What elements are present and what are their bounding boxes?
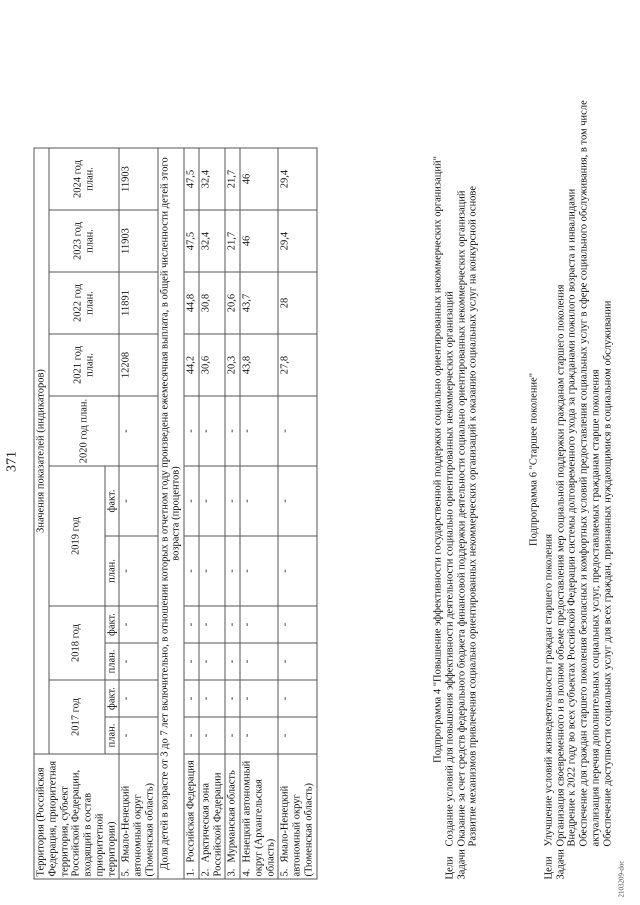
value-cell: 30,6 [198,334,225,396]
row-index: 1. [185,868,196,876]
value-cell: 27,8 [278,334,316,396]
subprogram-6-section [528,39,613,879]
value-cell: - [184,643,199,680]
subprogram-6-title: Подпрограмма 6 "Старшее поколение" [528,372,539,546]
subprogram-4-tasks [456,39,480,879]
value-cell: 43,7 [240,272,278,334]
value-cell: 47,5 [184,148,199,210]
territory-name: Ненецкий автономный округ (Архангельская область) [241,760,276,876]
tasks-label: Задачи [554,848,566,879]
value-cell: - [198,396,225,466]
value-cell: - [119,643,157,680]
value-cell: - [198,643,225,680]
value-cell: - [119,680,157,717]
row-index: 5. [279,868,291,876]
file-name-footer: 2103209-doc [617,860,625,897]
value-cell: - [240,466,278,536]
value-cell: 44,8 [184,272,199,334]
value-cell: - [240,643,278,680]
row-index: 3. [226,868,238,876]
fact-header: факт. [104,680,119,717]
year-2023-header: 2023 год план. [48,210,119,272]
value-cell: 11891 [119,272,157,334]
year-2024-header: 2024 год план. [48,148,119,210]
table-row [119,148,157,879]
value-cell: - [184,680,199,717]
territory-name: Российская Федерация [185,759,196,862]
goals-label: Цели [542,855,554,879]
value-cell: - [225,680,240,717]
value-cell: - [240,396,278,466]
subprogram-4-goals [444,39,456,879]
task-item: Организация своевременного и в полном объеме предоставления мер социальной поддержки гражданам старшего поколения [554,284,566,846]
table-row [198,148,225,879]
value-cell: - [119,396,157,466]
value-cell: - [225,717,240,754]
value-cell: 47,5 [184,210,199,272]
value-cell: - [240,717,278,754]
value-cell: 46 [240,210,278,272]
value-cell: - [278,717,316,754]
values-group-header: Значения показателей (индикаторов) [34,148,49,754]
table-row [184,148,199,879]
value-cell: - [184,466,199,536]
value-cell: - [225,396,240,466]
value-cell: - [184,606,199,643]
territory-name: Ямало-Ненецкий автономный округ (Тюменская область) [120,782,155,876]
value-cell: 30,8 [198,272,225,334]
value-cell: - [184,717,199,754]
row-index: 4. [241,868,252,876]
value-cell: 11903 [119,148,157,210]
value-cell: - [198,680,225,717]
value-cell: - [198,536,225,606]
value-cell: 32,4 [198,210,225,272]
territory-cell [278,754,316,879]
fact-header: факт. [104,606,119,643]
section-title-row [157,148,184,879]
year-2020-header: 2020 год план. [48,396,119,466]
year-2018-header: 2018 год [48,606,104,680]
value-cell: 28 [278,272,316,334]
table-row [225,148,240,879]
year-2022-header: 2022 год план. [48,272,119,334]
tasks-label: Задачи [455,848,467,879]
territory-name: Ямало-Ненецкий автономный округ (Тюменская область) [279,782,314,876]
value-cell: 12208 [119,334,157,396]
value-cell: - [184,396,199,466]
value-cell: 20,3 [225,334,240,396]
task-item: Обеспечение доступности социальных услуг для всех граждан, признанных нуждающимися в социальном обслуживании [601,300,613,846]
page-number: 371 [4,450,19,472]
value-cell: - [225,606,240,643]
territory-name: Арктическая зона Российской Федерации [199,772,223,876]
value-cell: - [198,606,225,643]
subprogram-4-title: Подпрограмма 4 "Повышение эффективности государственной поддержки социально ориентированных некоммерческих организаций" [432,155,443,763]
value-cell: - [278,466,316,536]
value-cell: - [278,606,316,643]
value-cell: 32,4 [198,148,225,210]
value-cell: - [198,466,225,536]
value-cell: - [119,717,157,754]
territory-cell [119,754,157,879]
section-title: Доля детей в возрасте от 3 до 7 лет включительно, в отношении которых в отчетном году произведена ежемесячная выплата, в общей численности детей этого возраста (процентов) [157,148,184,879]
task-item: Обеспечение для граждан старшего поколения безопасных и комфортных условий предоставления социальных услуг в сфере социального обслуживания, в том числе актуализация перечня дополнительных социальных услуг, предоставляемых гражданам старше поколения [578,99,601,846]
plan-header: план. [104,717,119,754]
subprogram-4-section [432,39,479,879]
value-cell: - [278,536,316,606]
territory-name: Мурманская область [226,769,238,862]
fact-header: факт. [104,466,119,536]
year-2019-header: 2019 год [48,466,104,606]
value-cell: - [198,717,225,754]
territory-cell [240,754,278,879]
territory-header: Территория (Российская Федерация, приоритетная территория, субъект Российской Федерации, входящий в состав приоритетной территории) [34,754,119,879]
plan-header: план. [104,536,119,606]
value-cell: 43,8 [240,334,278,396]
goal-item: Улучшение условий жизнедеятельности граждан старшего поколения [542,533,554,846]
value-cell: - [225,536,240,606]
value-cell: - [278,680,316,717]
territory-cell [225,754,240,879]
year-2021-header: 2021 год план. [48,334,119,396]
value-cell: - [278,396,316,466]
value-cell: - [240,606,278,643]
value-cell: 11903 [119,210,157,272]
value-cell: 46 [240,148,278,210]
task-item: Развитие механизмов привлечения социально ориентированных некоммерческих организаций к оказанию социальных услуг на конкурсной основе [467,185,479,846]
subprogram-6-goals [543,39,555,879]
table-row [240,148,278,879]
value-cell: - [184,536,199,606]
value-cell: 21,7 [225,148,240,210]
value-cell: - [225,643,240,680]
task-item: Оказание за счет средств федерального бюджета финансовой поддержки деятельности социально ориентированных некоммерческих организаций [455,189,467,846]
value-cell: - [278,643,316,680]
goals-label: Цели [443,855,455,879]
row-index: 5. [120,868,132,876]
year-2017-header: 2017 год [48,680,104,754]
value-cell: 44,2 [184,334,199,396]
value-cell: 21,7 [225,210,240,272]
value-cell: 29,4 [278,210,316,272]
row-index: 2. [199,868,211,876]
subprogram-6-tasks [555,39,614,879]
value-cell: - [240,680,278,717]
plan-header: план. [104,643,119,680]
indicators-table [33,147,317,879]
value-cell: 29,4 [278,148,316,210]
territory-cell [184,754,199,879]
value-cell: - [240,536,278,606]
value-cell: - [119,536,157,606]
territory-cell [198,754,225,879]
table-row [278,148,316,879]
value-cell: - [119,466,157,536]
task-item: Внедрение к 2022 году во всех субъектах Российской Федерации системы долговременного ухода за гражданами пожилого возраста и инвалидами [566,188,578,846]
value-cell: - [225,466,240,536]
value-cell: - [119,606,157,643]
goal-item: Создание условий для повышения эффективности деятельности социально ориентированных некоммерческих организаций [443,290,455,846]
value-cell: 20,6 [225,272,240,334]
